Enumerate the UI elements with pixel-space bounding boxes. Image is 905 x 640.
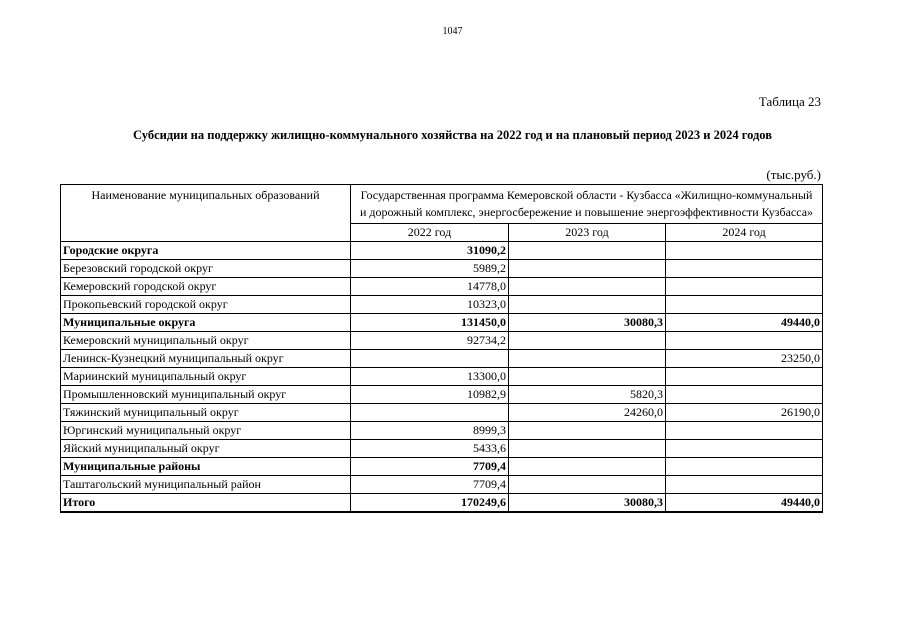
- table-row: [61, 296, 823, 314]
- row-value-2022: 92734,2: [351, 332, 509, 350]
- table-row: [61, 422, 823, 440]
- table-body: [61, 242, 823, 513]
- row-value-2023: [509, 242, 666, 260]
- row-value-2022: 10323,0: [351, 296, 509, 314]
- row-value-2024: [666, 458, 823, 476]
- header-program: Государственная программа Кемеровской области - Кузбасса «Жилищно-коммунальный и дорожный комплекс, энергосбережение и повышение энергоэффективности Кузбасса»: [351, 185, 823, 224]
- row-value-2022: 7709,4: [351, 476, 509, 494]
- row-value-2024: 23250,0: [666, 350, 823, 368]
- row-value-2023: [509, 440, 666, 458]
- row-value-2023: [509, 368, 666, 386]
- table-row: [61, 494, 823, 513]
- row-value-2024: 49440,0: [666, 494, 823, 513]
- row-value-2022: 5433,6: [351, 440, 509, 458]
- row-name: Кемеровский городской округ: [61, 278, 351, 296]
- row-value-2024: [666, 260, 823, 278]
- row-name: Юргинский муниципальный округ: [61, 422, 351, 440]
- header-municipality-name: Наименование муниципальных образований: [61, 185, 351, 242]
- table-row: [61, 260, 823, 278]
- row-value-2022: 13300,0: [351, 368, 509, 386]
- units-label: (тыс.руб.): [766, 167, 821, 182]
- row-value-2023: 24260,0: [509, 404, 666, 422]
- row-name: Березовский городской округ: [61, 260, 351, 278]
- table-row: [61, 332, 823, 350]
- table-header-row: [61, 185, 823, 224]
- row-value-2024: [666, 476, 823, 494]
- row-value-2022: [351, 350, 509, 368]
- header-year-2023: 2023 год: [509, 224, 666, 242]
- row-name: Мариинский муниципальный округ: [61, 368, 351, 386]
- row-value-2024: [666, 386, 823, 404]
- row-name: Ленинск-Кузнецкий муниципальный округ: [61, 350, 351, 368]
- row-value-2023: [509, 458, 666, 476]
- table-row: [61, 404, 823, 422]
- page-number: 1047: [442, 26, 463, 37]
- row-value-2022: 7709,4: [351, 458, 509, 476]
- table-row: [61, 386, 823, 404]
- row-value-2024: [666, 242, 823, 260]
- row-value-2023: [509, 476, 666, 494]
- row-name: Таштагольский муниципальный район: [61, 476, 351, 494]
- row-value-2022: 5989,2: [351, 260, 509, 278]
- row-value-2022: 10982,9: [351, 386, 509, 404]
- table-row: [61, 476, 823, 494]
- row-value-2024: [666, 368, 823, 386]
- row-value-2024: [666, 296, 823, 314]
- row-value-2024: [666, 422, 823, 440]
- row-value-2023: [509, 350, 666, 368]
- row-name: Кемеровский муниципальный округ: [61, 332, 351, 350]
- row-value-2023: 30080,3: [509, 494, 666, 513]
- row-value-2022: 8999,3: [351, 422, 509, 440]
- row-value-2022: 170249,6: [351, 494, 509, 513]
- table-row: [61, 440, 823, 458]
- table-row: [61, 458, 823, 476]
- document-title: Субсидии на поддержку жилищно-коммунального хозяйства на 2022 год и на плановый период 2023 и 2024 годов: [133, 128, 772, 142]
- row-value-2024: 49440,0: [666, 314, 823, 332]
- row-value-2023: [509, 422, 666, 440]
- row-name: Промышленновский муниципальный округ: [61, 386, 351, 404]
- row-value-2023: [509, 296, 666, 314]
- row-value-2022: [351, 404, 509, 422]
- table-row: [61, 242, 823, 260]
- row-name: Прокопьевский городской округ: [61, 296, 351, 314]
- table-row: [61, 350, 823, 368]
- row-name: Муниципальные районы: [61, 458, 351, 476]
- header-year-2024: 2024 год: [666, 224, 823, 242]
- table-row: [61, 314, 823, 332]
- row-value-2024: [666, 440, 823, 458]
- row-value-2023: [509, 332, 666, 350]
- row-value-2024: [666, 332, 823, 350]
- row-name: Муниципальные округа: [61, 314, 351, 332]
- header-year-2022: 2022 год: [351, 224, 509, 242]
- row-value-2023: [509, 260, 666, 278]
- row-name: Итого: [61, 494, 351, 513]
- row-name: Яйский муниципальный округ: [61, 440, 351, 458]
- row-name: Городские округа: [61, 242, 351, 260]
- row-value-2022: 131450,0: [351, 314, 509, 332]
- row-value-2024: 26190,0: [666, 404, 823, 422]
- table-row: [61, 368, 823, 386]
- subsidies-table: [60, 184, 823, 513]
- table-row: [61, 278, 823, 296]
- row-name: Тяжинский муниципальный округ: [61, 404, 351, 422]
- row-value-2022: 31090,2: [351, 242, 509, 260]
- row-value-2024: [666, 278, 823, 296]
- row-value-2023: 5820,3: [509, 386, 666, 404]
- table-label: Таблица 23: [758, 94, 821, 109]
- row-value-2023: [509, 278, 666, 296]
- row-value-2023: 30080,3: [509, 314, 666, 332]
- row-value-2022: 14778,0: [351, 278, 509, 296]
